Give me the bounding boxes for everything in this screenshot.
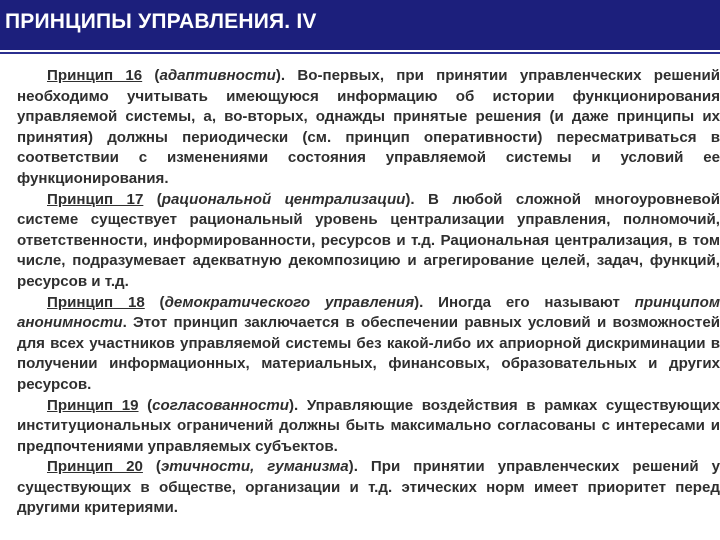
principle-name: этичности, гуманизма — [160, 458, 349, 476]
principle-name: согласованности — [152, 396, 289, 414]
principle-name: демократического управления — [164, 293, 415, 311]
principle-text: Иногда его называют — [423, 293, 635, 311]
paren-open: ( — [142, 458, 161, 476]
principles-text — [17, 66, 720, 540]
paren-close: ). — [289, 396, 299, 414]
principle-name: рациональной централизации — [161, 190, 406, 208]
principle-label: Принцип 18 — [47, 293, 145, 311]
paren-close: ). — [348, 458, 358, 476]
principle-text-continued: . Этот принцип заключается в обеспечении равных условий и возможностей для всех участников управляемой системы без какой-либо их априорной дискриминации в получении информационных, материальных, финансовых, образовательных и других ресурсов. — [17, 314, 720, 393]
slide-title: ПРИНЦИПЫ УПРАВЛЕНИЯ. IV — [5, 10, 317, 33]
principle-label: Принцип 16 — [47, 67, 143, 84]
principle-text: Управляющие воздействия в рамках существующих институциональных ограничений должны быть максимально согласованы с интересами и предпочтениями управляемых субъектов. — [17, 396, 720, 455]
paren-open: ( — [138, 396, 153, 414]
header-divider — [0, 52, 720, 54]
principle-18 — [17, 293, 720, 396]
principle-16 — [17, 66, 720, 190]
paren-close: ). — [414, 293, 424, 311]
paren-close: ). — [405, 190, 415, 208]
paren-open: ( — [143, 190, 162, 208]
principle-17 — [17, 190, 720, 293]
slide-header — [0, 0, 720, 50]
paren-open: ( — [144, 293, 165, 311]
principle-label: Принцип 17 — [47, 190, 144, 208]
paren-close: ). — [275, 67, 286, 84]
principle-label: Принцип 20 — [47, 458, 143, 476]
principle-19 — [17, 396, 720, 458]
principle-text: Во-первых, при принятии управленческих решений необходимо учитывать имеющуюся информацию об истории функционирования управляемой системы, а, во-вторых, однажды принятые решения (и даже принципы их принятия) должны периодически (см. принцип оперативности) пересматриваться в соответствии с изменениями состояния управляемой системы и условий ее функционирования. — [17, 67, 720, 187]
principle-alt-name: принципом анонимности — [17, 293, 720, 332]
principle-text: В любой сложной многоуровневой системе существует рациональный уровень централизации управления, полномочий, ответственности, информированности, ресурсов и т.д. Рациональная централизация, в том числе, подразумевает адекватную декомпозицию и агрегирование целей, задач, функций, ресурсов и т.д. — [17, 190, 720, 290]
principle-text: При принятии управленческих решений у существующих в обществе, организации и т.д. этических норм имеет приоритет перед другими критериями. — [17, 458, 720, 517]
paren-open: ( — [142, 67, 160, 84]
principle-label: Принцип 19 — [47, 396, 139, 414]
principle-name: адаптивности — [159, 67, 276, 84]
principle-20 — [17, 457, 720, 519]
